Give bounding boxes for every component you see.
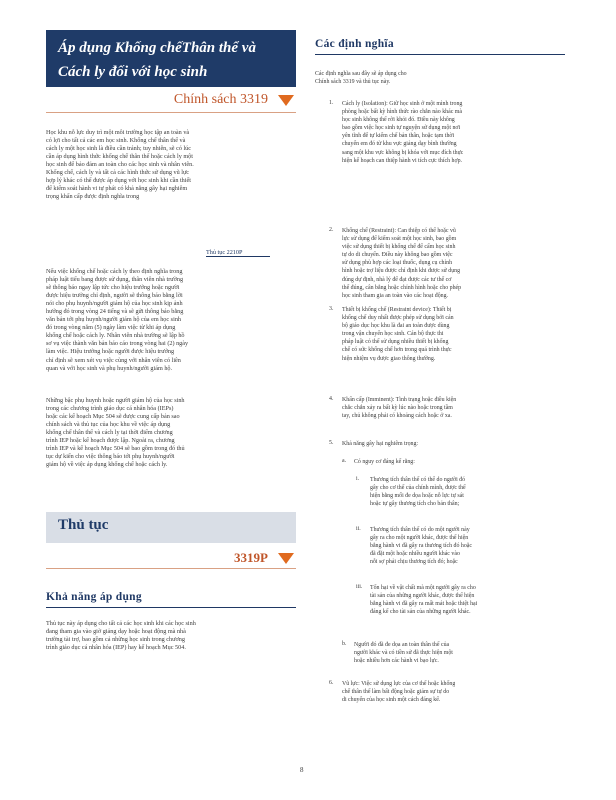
paragraph-line: giám hộ về việc áp dụng khống chế hoặc cách ly. (46, 461, 168, 469)
list-item-line: việc sử dụng thiết bị khống chế để cấm học sinh (342, 244, 456, 251)
paragraph-line: học sinh để bảo đảm an toàn cho các học sinh và nhân viên. (46, 161, 194, 169)
paragraph-line: đang tham gia vào giờ giảng dạy hoặc hoạt động mà nhà (46, 628, 186, 636)
paragraph-line: làm việc. Hiệu trưởng hoặc người được hiệu trưởng (46, 348, 175, 356)
list-item-line: Thiết bị khống chế (Restraint device): Thiết bị (342, 307, 452, 313)
list-item-line: lực sử dụng để kiểm soát một học sinh, bao gồm (342, 236, 457, 243)
procedure-code-row (46, 548, 296, 569)
list-marker: b. (342, 641, 347, 647)
definition-item (342, 306, 454, 363)
list-item-line: bằng hành vi đã gây ra thương tích đó hoặc (370, 543, 473, 550)
list-item-line: Khống chế (Restraint): Can thiệp có thể hoặc vũ (342, 228, 456, 234)
list-item-line: hoặc tự gây thương tích cho bản thân; (370, 501, 460, 508)
paragraph-line: Thủ tục này áp dụng cho tất cả các học sinh khi các học sinh (46, 620, 196, 627)
paragraph-line: khống chế hoặc cách ly. Nhân viên nhà trường sẽ lập hồ (46, 332, 185, 340)
list-marker: a. (342, 458, 347, 464)
list-item-line: Tổn hại về vật chất mà một người gây ra cho (370, 585, 476, 591)
list-item-line: Người đó đã đe dọa an toàn thân thể của (354, 642, 450, 648)
title-banner (46, 30, 296, 87)
list-item-line: di chuyển của học sinh một cách đáng kể. (342, 697, 441, 704)
list-item-line: người khác và có tiền sử đã thực hiện một (354, 650, 453, 657)
list-item-line: tự do di chuyển. Điều này không bao gồm việc (342, 252, 453, 259)
list-item-line: hiện bằng mối đe dọa hoặc nỗ lực tự sát (370, 493, 464, 500)
list-item-line: đúng dự định, nhà lý để đạt được các tư thế cơ (342, 276, 452, 283)
policy-label: Chính sách 3319 (173, 92, 268, 107)
paragraph-line: văn bản tới phụ huynh/người giám hộ của em học sinh (46, 316, 182, 324)
paragraph-line: Học khu nỗ lực duy trì một môi trường học tập an toàn và (46, 129, 190, 136)
list-item-line: đáng kể cho tài sản của những người khác. (370, 609, 471, 616)
paragraph-line: Nếu việc khống chế hoặc cách ly theo định nghĩa trong (46, 268, 183, 275)
list-item-line: trong vận chuyển học sinh. Cán bộ thực thi (342, 331, 444, 338)
paragraph-line: trong các chương trình giáo dục cá nhân hóa (IEPs) (46, 405, 174, 413)
paragraph-line: để kiểm soát hành vi tự phát có khả năng gây hại nghiêm (46, 185, 188, 193)
paragraph-line: quan và với học sinh và phụ huynh/người giám hộ. (46, 364, 173, 372)
sub-item-b (354, 641, 453, 665)
list-item-line: gây cho cơ thể của chính mình, được thể (370, 485, 466, 492)
list-item-line: hiện kế hoạch can thiệp hành vi tích cực thích hợp. (342, 157, 462, 164)
list-item-line: sử dụng phù hợp các loại thuốc, dụng cụ chỉnh (342, 260, 453, 267)
procedure-code: 3319P (234, 550, 268, 565)
roman-sub-item (370, 526, 472, 566)
list-marker: 5. (329, 440, 334, 446)
triangle-down-icon (278, 553, 294, 564)
paragraph-line: pháp luật tiểu bang được sử dụng, thân viên nhà trường (46, 276, 184, 284)
sub-item-a (354, 458, 415, 466)
title-line-1: Áp dụng Khống chếThân thể và (58, 40, 256, 56)
paragraph-line: Khống chế, cách ly và tất cả các hình thức sử dụng vũ lực (46, 169, 190, 177)
paragraph-line: trình IEP và kế hoạch Mục 504 sẽ bao gồm trong đó thủ (46, 445, 185, 453)
list-item-line: đã đặt một hoặc nhiều người khác vào (370, 551, 460, 558)
list-item-line: bộ giáo dục học khu là đai an toàn được dùng (342, 323, 450, 330)
paragraph-line: khống chế thân thể và cách ly tại thời điểm chương (46, 429, 173, 437)
list-marker: ii. (356, 526, 361, 532)
list-item-line: khống chế duy nhất được phép sử dụng bởi cán (342, 315, 454, 322)
list-marker: 2. (329, 227, 334, 233)
list-item-line: Cách ly (Isolation): Giữ học sinh ở một mình trong (342, 101, 463, 107)
procedure-reference-link[interactable]: Thủ tục 2210P (206, 249, 270, 257)
paragraph-line: chính sách và thủ tục của học khu về việc áp dụng (46, 421, 171, 429)
list-marker: iii. (356, 584, 363, 590)
list-item-line: hoặc nhiều hơn các hành vi bạo lực. (354, 658, 439, 665)
iep-paragraph (46, 397, 286, 469)
paragraph-line: hợp lý khác có thể được áp dụng với học sinh khi cần thiết (46, 177, 191, 185)
paragraph-line: trình IEP hoặc kế hoạch được lập. Ngoài ra, chương (46, 437, 175, 445)
paragraph-line: trình giáo dục cá nhân hóa (IEP) hay kế hoạch Mục 504. (46, 644, 186, 652)
procedure-band (46, 512, 296, 543)
policy-intro-paragraph (46, 129, 286, 201)
list-item-line: gây ra cho một người khác, được thể hiện (370, 535, 469, 542)
list-item-line: tài sản của những người khác, được thể hiện (370, 593, 475, 600)
roman-sub-item (370, 476, 466, 508)
paragraph-line: sơ vụ việc thành văn bản báo cáo trong vòng hai (2) ngày (46, 340, 189, 348)
paragraph-line: sẽ thông báo ngay lập tức cho hiệu trưởng hoặc người (46, 284, 180, 292)
list-item-line: Thương tích thân thể có do một người này (370, 527, 470, 533)
definitions-rule (315, 54, 565, 55)
paragraph-line: tục dự kiến cho việc thông báo tới phụ huynh/người (46, 453, 175, 461)
triangle-down-icon (278, 95, 294, 106)
definitions-heading: Các định nghĩa (315, 38, 394, 50)
applicability-heading: Khả năng áp dụng (46, 591, 142, 603)
paragraph-line: Những bậc phụ huynh hoặc người giám hộ của học sinh (46, 397, 185, 404)
list-item-line: chế thân thể làm bất động hoặc giảm sự tự do (342, 689, 450, 696)
list-item-line: chắc chắn xảy ra bất kỳ lúc nào hoặc trong tầm (342, 405, 453, 412)
title-line-2: Cách ly đối với học sinh (58, 64, 208, 80)
paragraph-line: hoặc các kế hoạch Mục 504 sẽ được cung cấp bản sao (46, 413, 180, 421)
paragraph-line: trường tài trợ, bao gồm cả những học sinh trong chương (46, 636, 185, 644)
definition-item (342, 440, 418, 448)
paragraph-line: trọng khẩn cấp được định nghĩa trong (46, 193, 140, 201)
list-item-line: học sinh tham gia an toàn vào các hoạt động. (342, 292, 448, 299)
paragraph-line: đó trong vòng năm (5) ngày làm việc từ khi áp dụng (46, 324, 176, 332)
list-item-line: pháp luật có thể sử dụng nhiều thiết bị khống (342, 339, 449, 346)
list-marker: 1. (329, 100, 334, 106)
list-item-line: thể đúng, cân bằng hoặc chỉnh hình hoặc cho phép (342, 284, 462, 291)
list-item-line: Khả năng gây hại nghiêm trọng: (342, 441, 419, 447)
definition-item (342, 680, 455, 704)
roman-sub-item (370, 584, 477, 616)
paragraph-line: Các định nghĩa sau đây sẽ áp dụng cho (315, 71, 407, 77)
paragraph-line: cách ly một học sinh là điều cần tránh; tuy nhiên, sẽ có lúc (46, 145, 192, 153)
list-item-line: chuyển em đó từ khu vực giảng dạy bình thường (342, 141, 457, 148)
list-item-line: Thương tích thân thể có thể do người đó (370, 477, 466, 483)
list-marker: 4. (329, 396, 334, 402)
policy-label-row (46, 94, 296, 113)
paragraph-line: có lợi cho tất cả các em học sinh. Khống chế thân thể và (46, 137, 186, 145)
list-item-line: nỗi sợ phải chịu thương tích đó; hoặc (370, 559, 458, 566)
list-item-line: yên tĩnh để tự kiểm chế bản thân, hoặc tạm thời (342, 133, 455, 140)
list-item-line: Khẩn cấp (Imminent): Tình trạng hoặc điều kiện (342, 397, 457, 403)
list-marker: i. (356, 476, 360, 482)
paragraph-line: Chính sách 3319 và thủ tục này. (315, 79, 391, 86)
page-number: 8 (300, 766, 304, 774)
procedure-title: Thủ tục (58, 517, 109, 533)
definition-item (342, 227, 461, 300)
list-item-line: chế có sức khống chế hơn trong quá trình thực (342, 347, 452, 354)
list-item-line: phòng hoặc bất kỳ hình thức rào chắn nào khác mà (342, 109, 462, 116)
list-item-line: Vũ lực: Việc sử dụng lực của cơ thể hoặc khống (342, 681, 456, 687)
list-item-line: bằng hành vi đã gây ra mất mát hoặc thiệt hại (370, 601, 478, 608)
list-item-line: hình hoặc trợ liệu được chỉ định khi được sử dụng (342, 268, 461, 275)
list-marker: 6. (329, 680, 334, 686)
list-item-line: học sinh không thể rời khỏi đó. Điều này không (342, 117, 455, 124)
list-item-line: tay, chủ không phải có khoảng cách hoặc ở xa. (342, 413, 452, 420)
list-marker: 3. (329, 306, 334, 312)
list-item-line: hiện nhiệm vụ được giao thông thường. (342, 355, 436, 362)
definition-item (342, 396, 456, 420)
paragraph-line: được hiệu trưởng chỉ định, người sẽ thông báo bằng lời (46, 292, 183, 300)
definition-item (342, 100, 463, 165)
list-item-line: bao gồm việc học sinh tự nguyện sử dụng một nơi (342, 125, 461, 132)
paragraph-line: hưởng đó trong vòng 24 tiếng và sẽ gửi thông báo bằng (46, 308, 184, 316)
list-item-line: sang một khu vực không bị khóa với mục đích thực (342, 149, 464, 156)
applicability-rule (46, 607, 296, 608)
paragraph-line: cần áp dụng hình thức khống chế thân thể hoặc cách ly một (46, 153, 193, 161)
paragraph-line: nói cho phụ huynh/người giám hộ của học sinh kịp ảnh (46, 300, 183, 308)
list-item-line: Có nguy cơ đáng kể rằng: (354, 459, 415, 465)
paragraph-line: chỉ định sẽ xem xét vụ việc cùng với nhân viên có liên (46, 356, 181, 364)
applicability-paragraph (46, 620, 286, 652)
notification-paragraph (46, 268, 286, 373)
definitions-intro (315, 70, 407, 86)
